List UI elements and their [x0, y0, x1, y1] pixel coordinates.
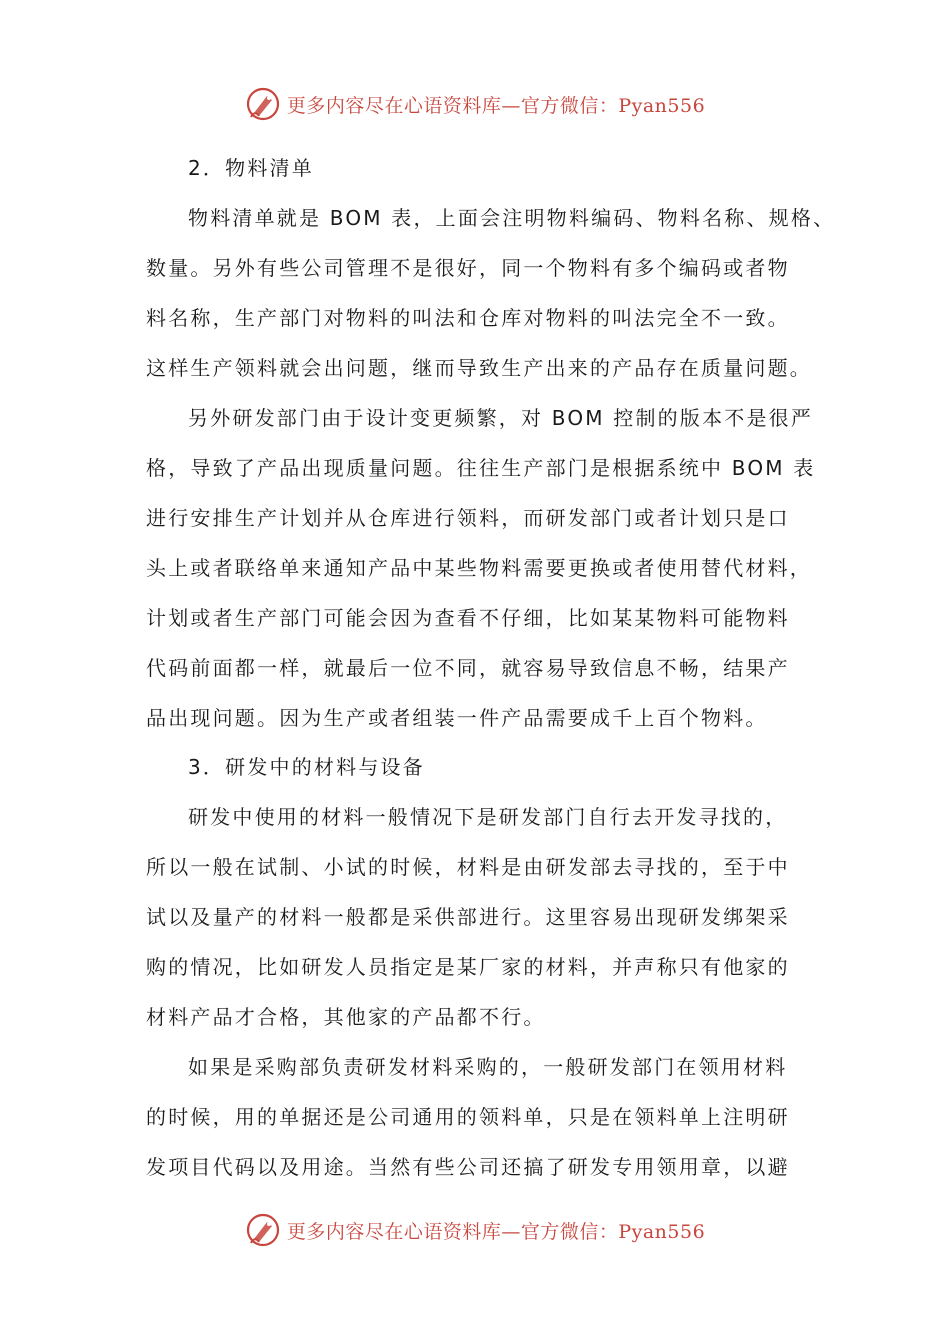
paragraph-line: 数量。另外有些公司管理不是很好，同一个物料有多个编码或者物: [146, 256, 790, 280]
paragraph-line: 这样生产领料就会出问题，继而导致生产出来的产品存在质量问题。: [146, 356, 812, 380]
header-banner: [0, 82, 950, 126]
paragraph-line: 试以及量产的材料一般都是采供部进行。这里容易出现研发绑架采: [146, 905, 790, 929]
paragraph-line: 所以一般在试制、小试的时候，材料是由研发部去寻找的，至于中: [146, 855, 790, 879]
section-heading: 2．物料清单: [188, 156, 314, 180]
paragraph-line: 计划或者生产部门可能会因为查看不仔细，比如某某物料可能物料: [146, 606, 790, 630]
paragraph-line: 格，导致了产品出现质量问题。往往生产部门是根据系统中 BOM 表: [146, 456, 816, 480]
paragraph-line: 研发中使用的材料一般情况下是研发部门自行去开发寻找的，: [188, 805, 788, 829]
paragraph-line: 料名称，生产部门对物料的叫法和仓库对物料的叫法完全不一致。: [146, 306, 790, 330]
paragraph-line: 代码前面都一样，就最后一位不同，就容易导致信息不畅，结果产: [146, 656, 790, 680]
paragraph-line: 品出现问题。因为生产或者组装一件产品需要成千上百个物料。: [146, 706, 768, 730]
section-heading: 3．研发中的材料与设备: [188, 755, 425, 779]
footer-banner: [0, 1208, 950, 1252]
paragraph-line: 进行安排生产计划并从仓库进行领料，而研发部门或者计划只是口: [146, 506, 790, 530]
header-banner-text: 更多内容尽在心语资料库—官方微信：Pyan556: [286, 94, 706, 117]
paragraph-line: 购的情况，比如研发人员指定是某厂家的材料，并声称只有他家的: [146, 955, 790, 979]
paragraph-line: 头上或者联络单来通知产品中某些物料需要更换或者使用替代材料，: [146, 556, 812, 580]
pen-logo-icon: [245, 1212, 281, 1248]
paragraph-line: 材料产品才合格，其他家的产品都不行。: [146, 1005, 546, 1029]
paragraph-line: 的时候，用的单据还是公司通用的领料单，只是在领料单上注明研: [146, 1105, 790, 1129]
pen-logo-icon: [245, 86, 281, 122]
paragraph-line: 如果是采购部负责研发材料采购的，一般研发部门在领用材料: [188, 1055, 788, 1079]
paragraph-line: 物料清单就是 BOM 表，上面会注明物料编码、物料名称、规格、: [188, 206, 836, 230]
paragraph-line: 发项目代码以及用途。当然有些公司还搞了研发专用领用章，以避: [146, 1155, 790, 1179]
paragraph-line: 另外研发部门由于设计变更频繁，对 BOM 控制的版本不是很严: [188, 406, 814, 430]
footer-banner-text: 更多内容尽在心语资料库—官方微信：Pyan556: [286, 1220, 706, 1243]
